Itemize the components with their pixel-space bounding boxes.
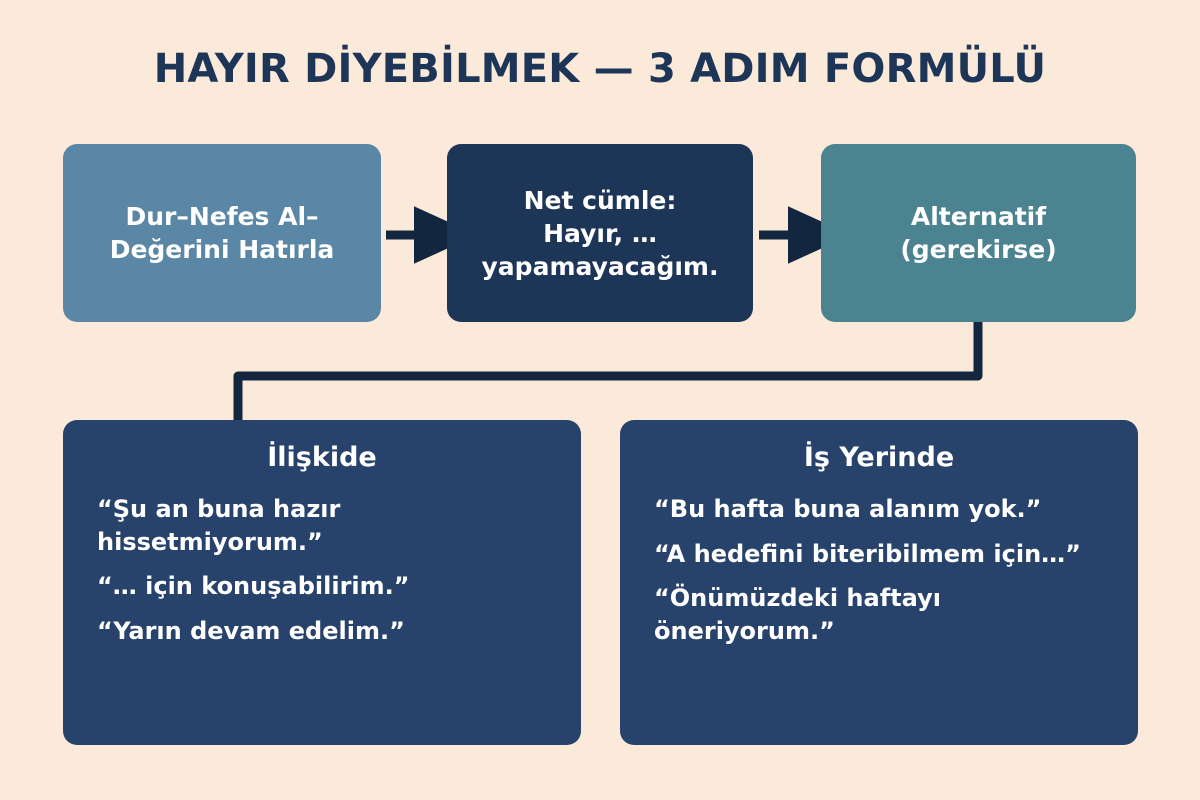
detail-relationship-line-3: “Yarın devam edelim.” (97, 616, 405, 645)
detail-relationship-line-2: “… için konuşabilirim.” (97, 572, 410, 601)
step-3-line-2: (gerekirse) (900, 235, 1057, 264)
step-1-line-2: Değerini Hatırla (109, 235, 335, 264)
step-2-text (482, 184, 719, 283)
detail-box-work[interactable] (620, 420, 1138, 745)
detail-work-line-2: “A hedefini biteribilmem için…” (654, 539, 1081, 568)
step-1-text (110, 200, 335, 266)
step-3-line-1: Alternatif (910, 202, 1047, 231)
detail-work-line-3: “Önümüzdeki haftayı öneriyorum.” (654, 584, 941, 645)
step-box-2[interactable] (447, 144, 753, 322)
step-2-line-1: Net cümle: (523, 185, 677, 215)
step-box-1[interactable] (63, 144, 381, 322)
detail-box-relationship[interactable] (63, 420, 581, 745)
page-title: HAYIR DİYEBİLMEK — 3 ADIM FORMÜLÜ (153, 46, 1047, 92)
step-1-line-1: Dur–Nefes Al– (125, 202, 319, 231)
step-3-text (900, 200, 1056, 266)
detail-work-line-1: “Bu hafta buna alanım yok.” (654, 495, 1042, 523)
step-2-line-2: Hayır, … (543, 218, 657, 248)
step-2-line-3: yapamayacağım. (481, 251, 719, 281)
step-box-3[interactable] (821, 144, 1136, 322)
detail-work-title: İş Yerinde (803, 442, 955, 473)
detail-relationship-title: İlişkide (267, 442, 377, 473)
branch-connector (238, 322, 978, 420)
detail-relationship-line-1: “Şu an buna hazır hissetmiyorum.” (97, 495, 341, 556)
